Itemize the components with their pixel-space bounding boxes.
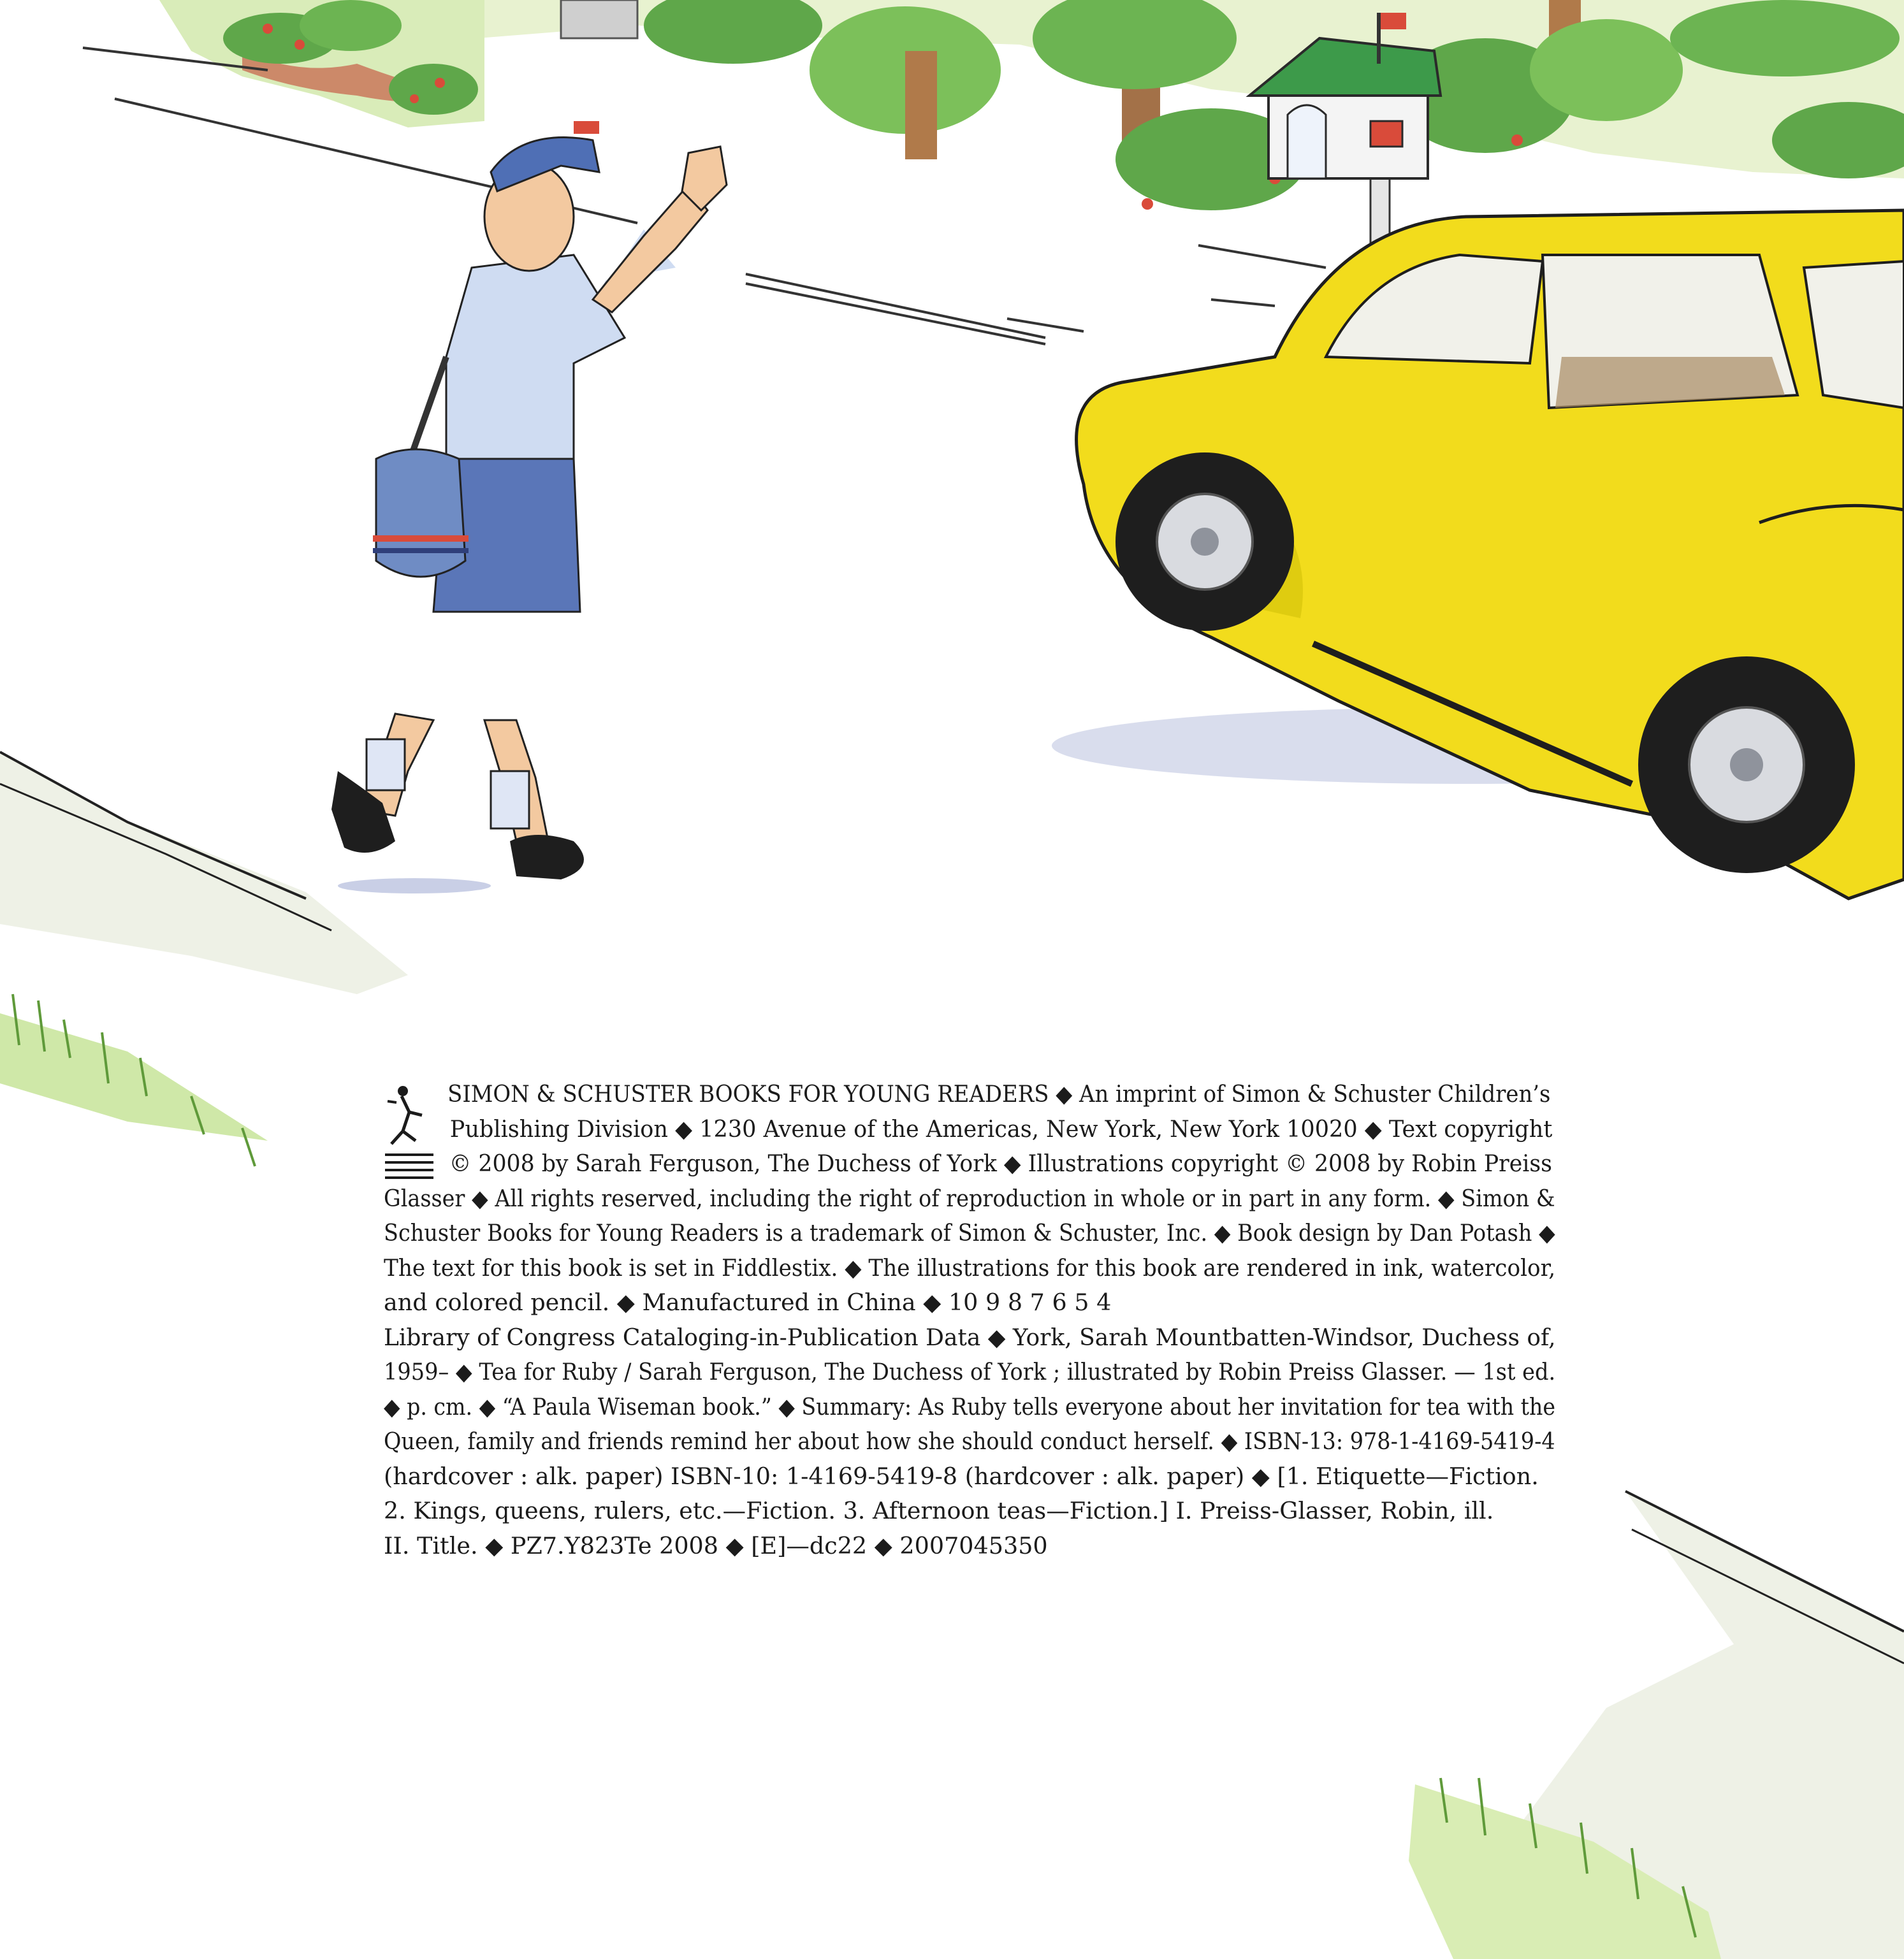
- imprint-line: SIMON & SCHUSTER BOOKS FOR YOUNG READERS ◆ An imprint of Simon & Schuster Children’s: [447, 1080, 1551, 1108]
- cip-line: Queen, family and friends remind her about how she should conduct herself. ◆ ISBN-13: 978-1-4169-5419-4: [384, 1428, 1555, 1455]
- cip-line: (hardcover : alk. paper) ISBN-10: 1-4169-5419-8 (hardcover : alk. paper) ◆ [1. Etiquette—Fiction.: [384, 1462, 1539, 1490]
- imprint-line: Publishing Division ◆ 1230 Avenue of the Americas, New York, New York 10020 ◆ Text copyright: [449, 1115, 1553, 1143]
- cip-line: II. Title. ◆ PZ7.Y823Te 2008 ◆ [E]—dc22 ◆ 2007045350: [384, 1531, 1048, 1559]
- imprint-line: The text for this book is set in Fiddlestix. ◆ The illustrations for this book are rendered in ink, watercolor,: [384, 1254, 1556, 1282]
- cip-line: 1959– ◆ Tea for Ruby / Sarah Ferguson, The Duchess of York ; illustrated by Robin Preiss Glasser. — 1st ed.: [384, 1358, 1556, 1385]
- imprint-line: and colored pencil. ◆ Manufactured in China ◆ 10 9 8 7 6 5 4: [384, 1289, 1112, 1316]
- garden-background: [159, 0, 1904, 210]
- imprint-line: Glasser ◆ All rights reserved, including the right of reproduction in whole or in part in any form. ◆ Simon &: [384, 1184, 1555, 1212]
- yellow-car: [1052, 210, 1904, 899]
- cip-line: 2. Kings, queens, rulers, etc.—Fiction. 3. Afternoon teas—Fiction.] I. Preiss-Glasser, Robin, ill.: [384, 1497, 1494, 1524]
- imprint-line: © 2008 by Sarah Ferguson, The Duchess of York ◆ Illustrations copyright © 2008 by Robin Preiss: [449, 1150, 1552, 1177]
- cip-line: Library of Congress Cataloging-in-Publication Data ◆ York, Sarah Mountbatten-Windsor, Duchess of,: [384, 1323, 1556, 1351]
- mail-carrier-figure: [331, 121, 727, 893]
- copyright-page-text: [384, 1077, 1555, 1563]
- imprint-line: Schuster Books for Young Readers is a trademark of Simon & Schuster, Inc. ◆ Book design by Dan Potash ◆: [384, 1219, 1555, 1247]
- cip-line: ◆ p. cm. ◆ “A Paula Wiseman book.” ◆ Summary: As Ruby tells everyone about her invitation for tea with the: [384, 1392, 1556, 1420]
